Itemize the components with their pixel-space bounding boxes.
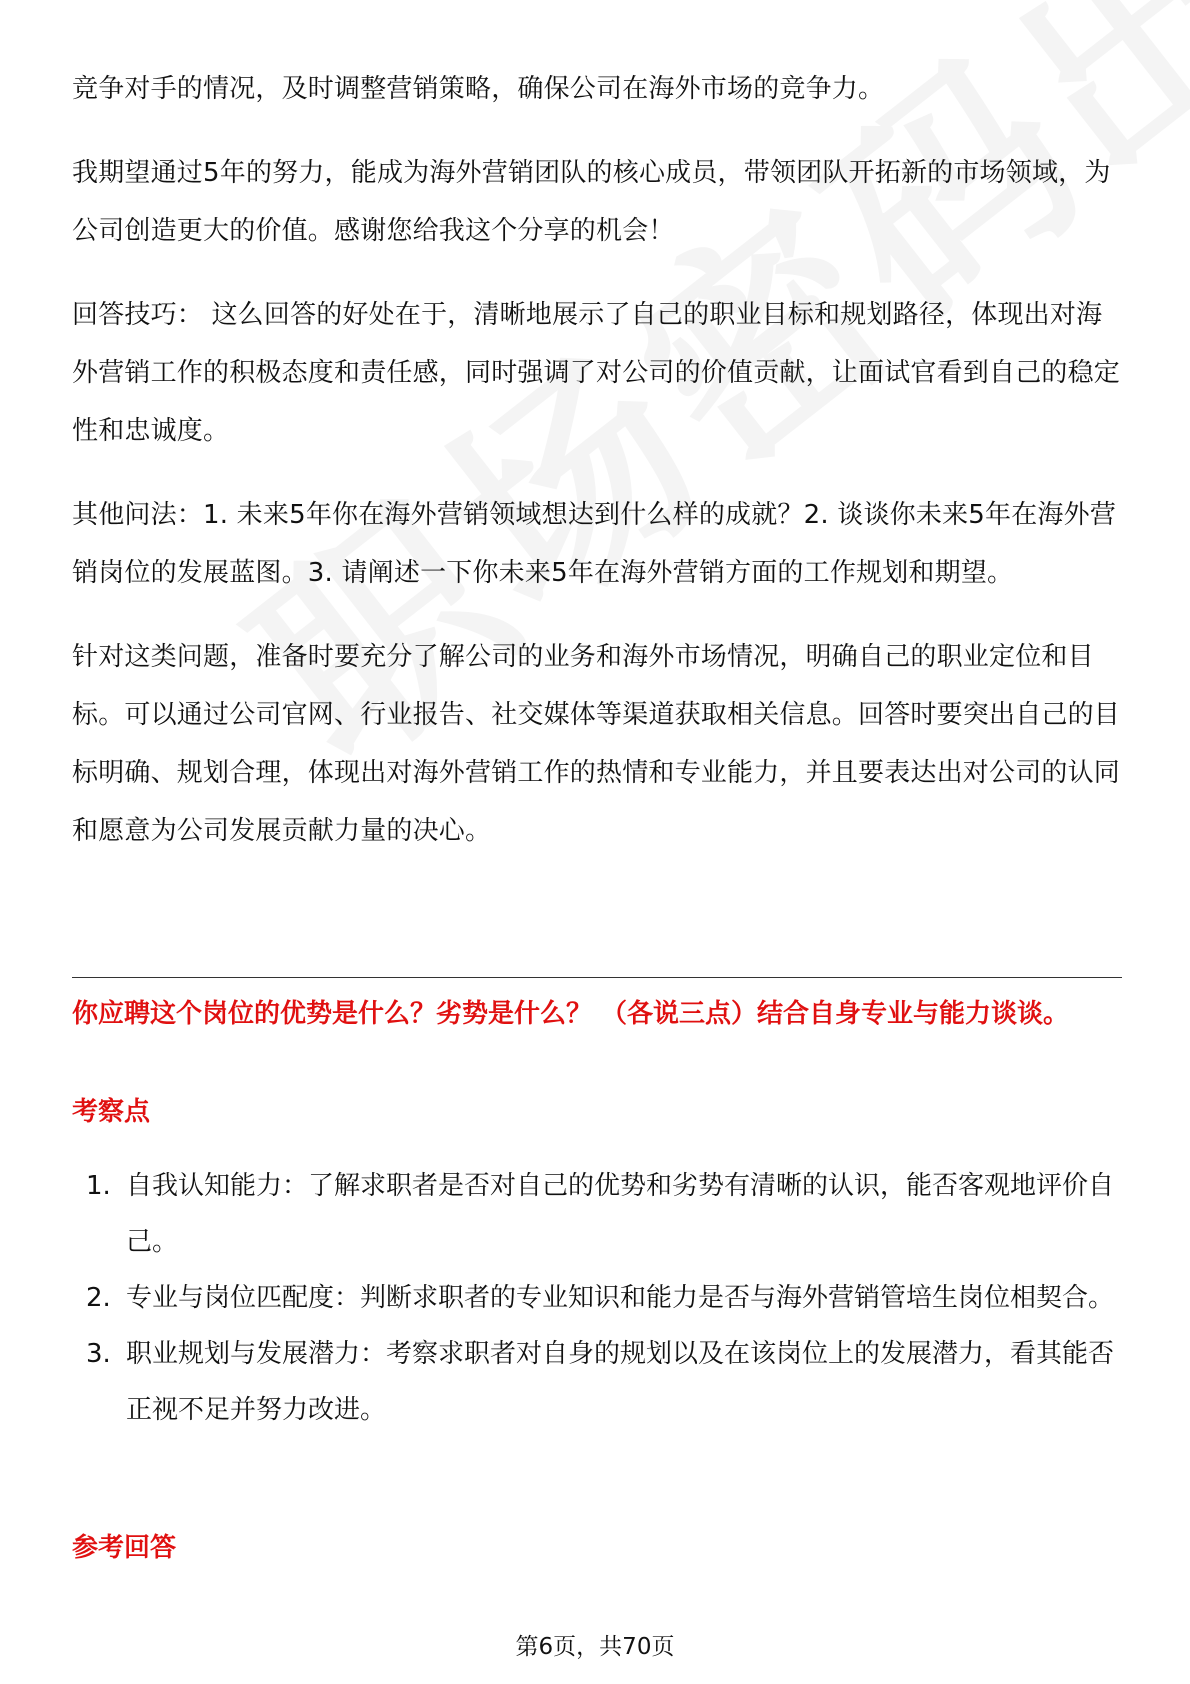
paragraph: 竞争对手的情况，及时调整营销策略，确保公司在海外市场的竞争力。 <box>72 74 885 104</box>
list-text: 职业规划与发展潜力：考察求职者对自身的规划以及在该岗位上的发展潜力，看其能否正视不足并努力改进。 <box>126 1339 1115 1425</box>
other-questions-paragraph: 其他问法：1. 未来5年你在海外营销领域想达到什么样的成就？2. 谈谈你未来5年在海外营销岗位的发展蓝图。3. 请阐述一下你未来5年在海外营销方面的工作规划和期望。 <box>72 500 1117 588</box>
list-item <box>72 1326 1122 1438</box>
list-number: 3. <box>86 1339 111 1369</box>
page-footer: 第6页，共70页 <box>515 1634 675 1660</box>
section-heading-cankao: 参考回答 <box>72 1533 177 1563</box>
kaocha-list <box>72 1158 1122 1438</box>
section-divider <box>72 977 1122 978</box>
list-text: 自我认知能力：了解求职者是否对自己的优势和劣势有清晰的认识，能否客观地评价自己。 <box>126 1171 1115 1257</box>
list-number: 2. <box>86 1283 111 1313</box>
list-item <box>72 1158 1122 1270</box>
question-heading: 你应聘这个岗位的优势是什么？劣势是什么？ （各说三点）结合自身专业与能力谈谈。 <box>72 999 1070 1029</box>
paragraph: 针对这类问题，准备时要充分了解公司的业务和海外市场情况，明确自己的职业定位和目标。可以通过公司官网、行业报告、社交媒体等渠道获取相关信息。回答时要突出自己的目标明确、规划合理，体现出对海外营销工作的热情和专业能力，并且要表达出对公司的认同和愿意为公司发展贡献力量的决心。 <box>72 642 1121 846</box>
body-text <box>72 60 1122 886</box>
list-item <box>72 1270 1122 1326</box>
list-number: 1. <box>86 1171 111 1201</box>
answer-tip-paragraph: 回答技巧： 这么回答的好处在于，清晰地展示了自己的职业目标和规划路径，体现出对海外营销工作的积极态度和责任感，同时强调了对公司的价值贡献，让面试官看到自己的稳定性和忠诚度。 <box>72 300 1121 446</box>
paragraph: 我期望通过5年的努力，能成为海外营销团队的核心成员，带领团队开拓新的市场领域，为公司创造更大的价值。感谢您给我这个分享的机会！ <box>72 158 1111 246</box>
list-text: 专业与岗位匹配度：判断求职者的专业知识和能力是否与海外营销管培生岗位相契合。 <box>126 1283 1115 1313</box>
section-heading-kaocha: 考察点 <box>72 1097 151 1127</box>
